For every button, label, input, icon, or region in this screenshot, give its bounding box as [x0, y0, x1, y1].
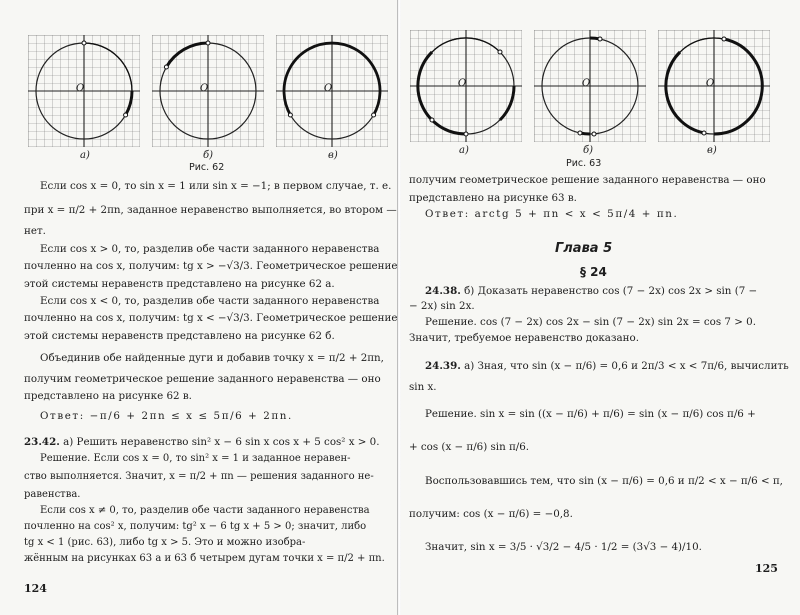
text-line: Если cos x > 0, то, разделив обе части заданного неравенства: [40, 243, 380, 255]
figure-label-v: в): [707, 145, 717, 156]
origin-label: O: [76, 83, 85, 94]
figure-caption: Рис. 63: [566, 158, 602, 169]
origin-label: O: [706, 78, 715, 89]
problem-text: а) Зная, что sin (x − π/6) = 0,6 и 2π/3 < x < 7π/6, вычислить: [464, 360, 789, 372]
figure-label-v: в): [328, 150, 338, 161]
right-page: [401, 0, 800, 615]
left-page: [0, 0, 398, 615]
figure-caption: Рис. 62: [189, 162, 225, 173]
figure-63b: [534, 30, 646, 142]
answer-line: Ответ: arctg 5 + πn < x < 5π/4 + πn.: [425, 208, 679, 220]
text-line: жённым на рисунках 63 а и 63 б четырем дугам точки x = π/2 + πn.: [24, 553, 385, 564]
figure-label-b: б): [203, 150, 214, 161]
figure-63a: [410, 30, 522, 142]
text-line: tg x < 1 (рис. 63), либо tg x > 5. Это и можно изобра-: [24, 537, 306, 548]
text-line: почленно на cos² x, получим: tg² x − 6 tg x + 5 > 0; значит, либо: [24, 521, 367, 532]
text-line: нет.: [24, 225, 46, 237]
origin-label: O: [458, 78, 467, 89]
text-line: Если cos x = 0, то sin x = 1 или sin x = −1; в первом случае, т. е.: [40, 180, 392, 192]
text-line: получим: cos (x − π/6) = −0,8.: [409, 508, 573, 520]
origin-label: O: [324, 83, 333, 94]
text-line: почленно на cos x, получим: tg x > −√3/3. Геометрическое решение: [24, 260, 398, 272]
problem-heading: [425, 285, 757, 298]
figure-62v: [276, 35, 388, 147]
text-line: почленно на cos x, получим: tg x < −√3/3. Геометрическое решение: [24, 312, 398, 324]
text-line: + cos (x − π/6) sin π/6.: [409, 441, 530, 453]
text-line: sin x.: [409, 381, 437, 393]
text-line: Решение. cos (7 − 2x) cos 2x − sin (7 − 2x) sin 2x = cos 7 > 0.: [425, 316, 756, 328]
problem-heading: [24, 436, 380, 449]
section-heading: § 24: [580, 265, 607, 279]
chapter-heading: Глава 5: [555, 241, 613, 256]
text-line: ство выполняется. Значит, x = π/2 + πn — решения заданного не-: [24, 471, 374, 482]
text-line: Решение. sin x = sin ((x − π/6) + π/6) = sin (x − π/6) cos π/6 +: [425, 408, 756, 420]
figure-63v: [658, 30, 770, 142]
text-line: этой системы неравенств представлено на рисунке 62 б.: [24, 330, 335, 342]
answer-line: Ответ: −π/6 + 2πn ≤ x ≤ 5π/6 + 2πn.: [40, 410, 293, 422]
text-line: равенства.: [24, 489, 81, 500]
problem-text: а) Решить неравенство sin² x − 6 sin x cos x + 5 cos² x > 0.: [63, 436, 380, 448]
text-line: получим геометрическое решение заданного неравенства — оно: [24, 373, 381, 385]
origin-label: O: [582, 78, 591, 89]
text-line: Объединив обе найденные дуги и добавив точку x = π/2 + 2πn,: [40, 352, 384, 364]
page-number: 124: [24, 582, 47, 595]
problem-heading: [425, 360, 789, 373]
figure-62b: [152, 35, 264, 147]
problem-number: 24.39.: [425, 360, 461, 372]
figure-label-a: а): [459, 145, 469, 156]
text-line: Если cos x ≠ 0, то, разделив обе части заданного неравенства: [40, 505, 370, 516]
text-line: при x = π/2 + 2πn, заданное неравенство выполняется, во втором —: [24, 204, 397, 216]
text-line: этой системы неравенств представлено на рисунке 62 а.: [24, 278, 335, 290]
text-line: Значит, требуемое неравенство доказано.: [409, 332, 640, 344]
problem-number: 24.38.: [425, 285, 461, 297]
text-line: представлено на рисунке 63 в.: [409, 192, 577, 204]
text-line: Воспользовавшись тем, что sin (x − π/6) = 0,6 и π/2 < x − π/6 < π,: [425, 475, 783, 487]
text-line: Если cos x < 0, то, разделив обе части заданного неравенства: [40, 295, 380, 307]
text-line: представлено на рисунке 62 в.: [24, 390, 192, 402]
figure-62a: [28, 35, 140, 147]
page-number: 125: [755, 562, 778, 575]
origin-label: O: [200, 83, 209, 94]
figure-label-b: б): [583, 145, 594, 156]
text-line: − 2x) sin 2x.: [409, 300, 475, 312]
figure-label-a: а): [80, 150, 90, 161]
text-line: Решение. Если cos x = 0, то sin² x = 1 и заданное неравен-: [40, 453, 351, 464]
problem-text: б) Доказать неравенство cos (7 − 2x) cos 2x > sin (7 −: [464, 285, 758, 297]
text-line: Значит, sin x = 3/5 · √3/2 − 4/5 · 1/2 = (3√3 − 4)/10.: [425, 541, 702, 553]
text-line: получим геометрическое решение заданного неравенства — оно: [409, 174, 766, 186]
problem-number: 23.42.: [24, 436, 60, 448]
